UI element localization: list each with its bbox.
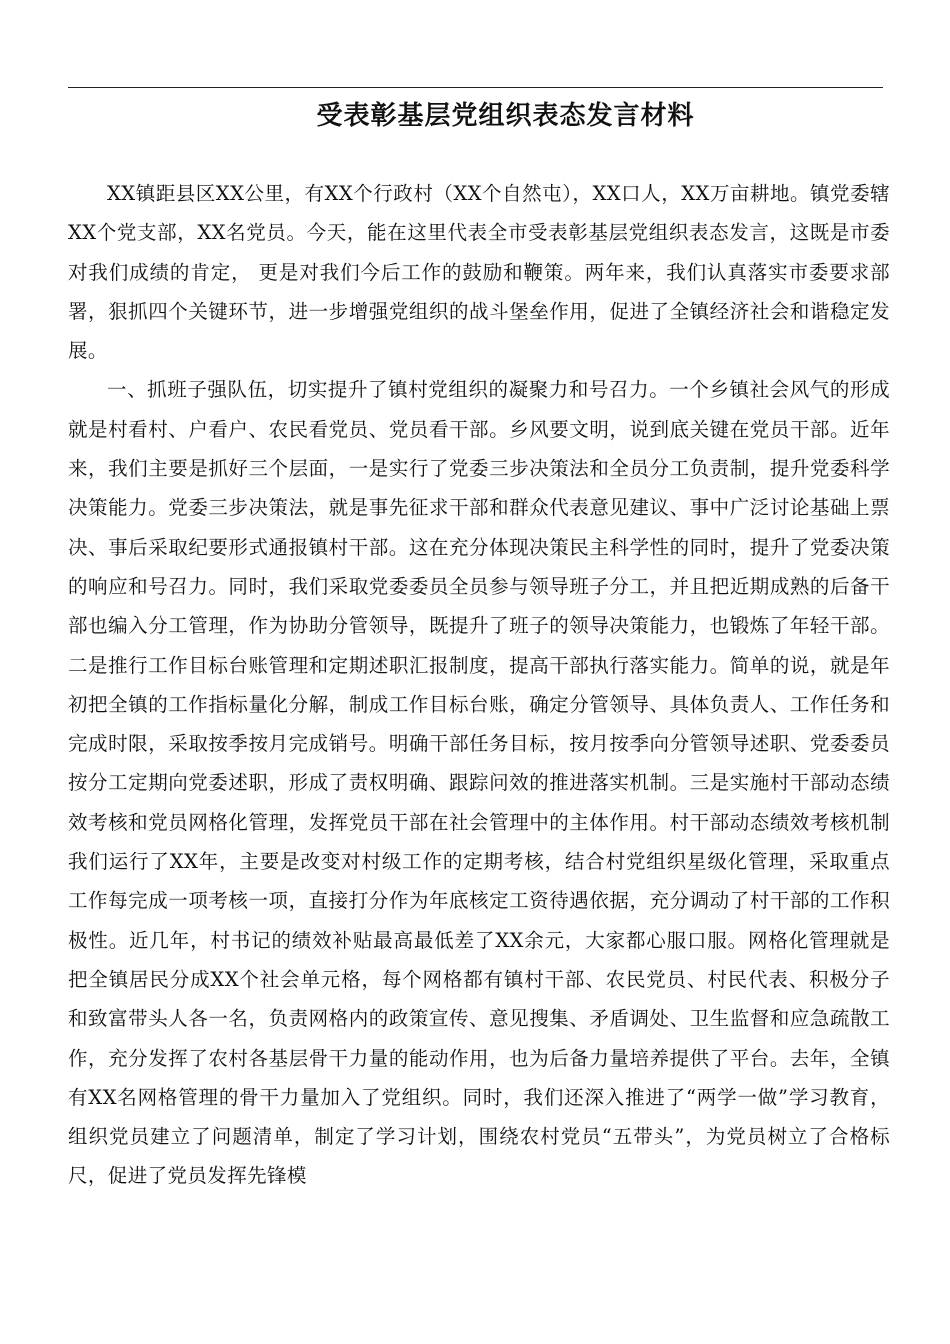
document-body xyxy=(68,174,890,1196)
document-title: 受表彰基层党组织表态发言材料 xyxy=(316,101,695,131)
header-rule xyxy=(68,87,883,88)
paragraph-section-one: 一、抓班子强队伍，切实提升了镇村党组织的凝聚力和号召力。一个乡镇社会风气的形成就是村看村、户看户、农民看党员、党员看干部。乡风要文明，说到底关键在党员干部。近年来，我们主要是抓好三个层面，一是实行了党委三步决策法和全员分工负责制，提升党委科学决策能力。党委三步决策法，就是事先征求干部和群众代表意见建议、事中广泛讨论基础上票决、事后采取纪要形式通报镇村干部。这在充分体现决策民主科学性的同时，提升了党委决策的响应和号召力。同时，我们采取党委委员全员参与领导班子分工，并且把近期成熟的后备干部也编入分工管理，作为协助分管领导，既提升了班子的领导决策能力，也锻炼了年轻干部。二是推行工作目标台账管理和定期述职汇报制度，提高干部执行落实能力。简单的说，就是年初把全镇的工作指标量化分解，制成工作目标台账，确定分管领导、具体负责人、工作任务和完成时限，采取按季按月完成销号。明确干部任务目标，按月按季向分管领导述职、党委委员按分工定期向党委述职，形成了责权明确、跟踪问效的推进落实机制。三是实施村干部动态绩效考核和党员网格化管理，发挥党员干部在社会管理中的主体作用。村干部动态绩效考核机制我们运行了XX年，主要是改变对村级工作的定期考核，结合村党组织星级化管理，采取重点工作每完成一项考核一项，直接打分作为年底核定工资待遇依据，充分调动了村干部的工作积极性。近几年，村书记的绩效补贴最高最低差了XX余元，大家都心服口服。网格化管理就是把全镇居民分成XX个社会单元格，每个网格都有镇村干部、农民党员、村民代表、积极分子和致富带头人各一名，负责网格内的政策宣传、意见搜集、矛盾调处、卫生监督和应急疏散工作，充分发挥了农村各基层骨干力量的能动作用，也为后备力量培养提供了平台。去年，全镇有XX名网格管理的骨干力量加入了党组织。同时，我们还深入推进了“两学一做”学习教育，组织党员建立了问题清单，制定了学习计划，围绕农村党员“五带头”，为党员树立了合格标尺，促进了党员发挥先锋模 xyxy=(68,378,890,1188)
paragraph-intro: XX镇距县区XX公里，有XX个行政村（XX个自然屯），XX口人，XX万亩耕地。镇党委辖XX个党支部，XX名党员。今天，能在这里代表全市受表彰基层党组织表态发言，这既是市委对我们成绩的肯定， 更是对我们今后工作的鼓励和鞭策。两年来，我们认真落实市委要求部署，狠抓四个关键环节，进一步增强党组织的战斗堡垒作用，促进了全镇经济社会和谐稳定发展。 xyxy=(68,182,890,363)
